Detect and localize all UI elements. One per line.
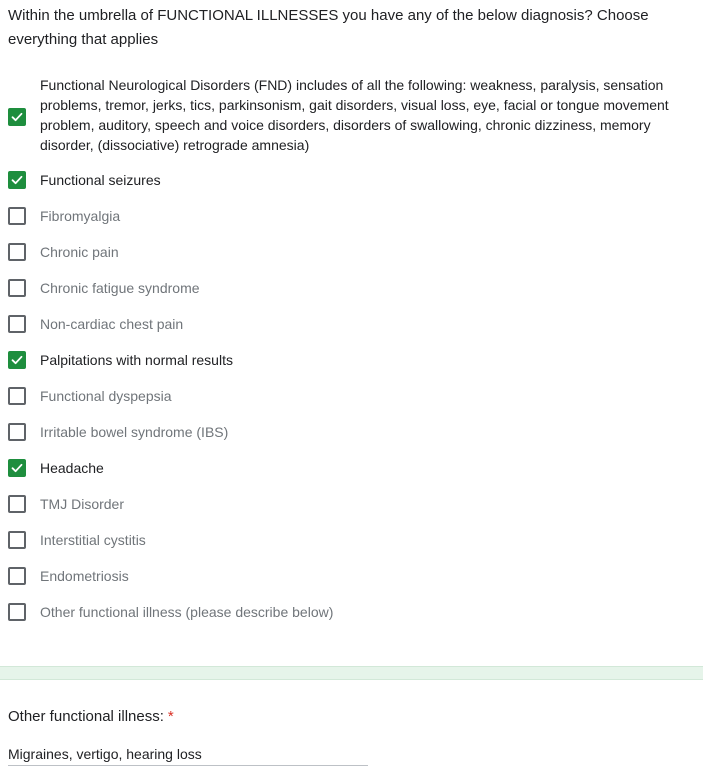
checkbox-other-functional-illness[interactable] <box>8 603 26 621</box>
other-question-title <box>8 705 174 729</box>
option-fnd[interactable] <box>8 75 700 159</box>
checkbox-tmj-disorder[interactable] <box>8 495 26 513</box>
option-label: Chronic fatigue syndrome <box>40 280 200 296</box>
option-fibromyalgia[interactable] <box>8 206 700 226</box>
option-label: Headache <box>40 460 104 476</box>
option-tmj-disorder[interactable] <box>8 494 700 514</box>
option-label: Palpitations with normal results <box>40 352 233 368</box>
option-label: Fibromyalgia <box>40 208 121 224</box>
other-illness-question <box>0 681 703 766</box>
option-other-functional-illness[interactable] <box>8 602 700 622</box>
option-headache[interactable] <box>8 458 700 478</box>
option-label: Functional Neurological Disorders (FND) includes of all the following: weakness, paralysis, sensation problems, tremor, jerks, tics, parkinsonism, gait disorders, visual loss, eye, facial or tongue movement problem, auditory, speech and voice disorders, disorders of swallowing, chronic dizziness, memory disorder, (dissociative) retrograde amnesia) <box>40 77 669 153</box>
checkmark-icon <box>10 110 24 124</box>
checkmark-icon <box>10 461 24 475</box>
checkbox-non-cardiac-chest-pain[interactable] <box>8 315 26 333</box>
option-label: Functional dyspepsia <box>40 388 172 404</box>
option-ibs[interactable] <box>8 422 700 442</box>
other-question-label: Other functional illness: <box>8 708 164 725</box>
option-interstitial-cystitis[interactable] <box>8 530 700 550</box>
option-label: Non-cardiac chest pain <box>40 316 184 332</box>
option-functional-seizures[interactable] <box>8 170 700 190</box>
checkbox-ibs[interactable] <box>8 423 26 441</box>
option-functional-dyspepsia[interactable] <box>8 386 700 406</box>
checkbox-palpitations[interactable] <box>8 351 26 369</box>
option-chronic-fatigue[interactable] <box>8 278 700 298</box>
checkbox-functional-dyspepsia[interactable] <box>8 387 26 405</box>
question-title: Within the umbrella of FUNCTIONAL ILLNESSES you have any of the below diagnosis? Choose everything that applies <box>8 7 649 48</box>
option-label: TMJ Disorder <box>40 496 125 512</box>
checkbox-chronic-pain[interactable] <box>8 243 26 261</box>
checkbox-chronic-fatigue[interactable] <box>8 279 26 297</box>
checkbox-headache[interactable] <box>8 459 26 477</box>
other-illness-answer-input[interactable] <box>8 743 368 766</box>
checkbox-functional-seizures[interactable] <box>8 171 26 189</box>
checkmark-icon <box>10 173 24 187</box>
checkbox-interstitial-cystitis[interactable] <box>8 531 26 549</box>
option-label: Functional seizures <box>40 172 161 188</box>
option-label: Irritable bowel syndrome (IBS) <box>40 424 229 440</box>
option-label: Chronic pain <box>40 244 119 260</box>
checkbox-fibromyalgia[interactable] <box>8 207 26 225</box>
checkbox-endometriosis[interactable] <box>8 567 26 585</box>
option-chronic-pain[interactable] <box>8 242 700 262</box>
checkmark-icon <box>10 353 24 367</box>
option-label: Other functional illness (please describe below) <box>40 604 334 620</box>
section-divider <box>0 666 703 680</box>
checkbox-fnd[interactable] <box>8 108 26 126</box>
option-palpitations[interactable] <box>8 350 700 370</box>
option-endometriosis[interactable] <box>8 566 700 586</box>
option-non-cardiac-chest-pain[interactable] <box>8 314 700 334</box>
required-asterisk: * <box>167 708 174 725</box>
option-label: Endometriosis <box>40 568 129 584</box>
option-label: Interstitial cystitis <box>40 532 146 548</box>
